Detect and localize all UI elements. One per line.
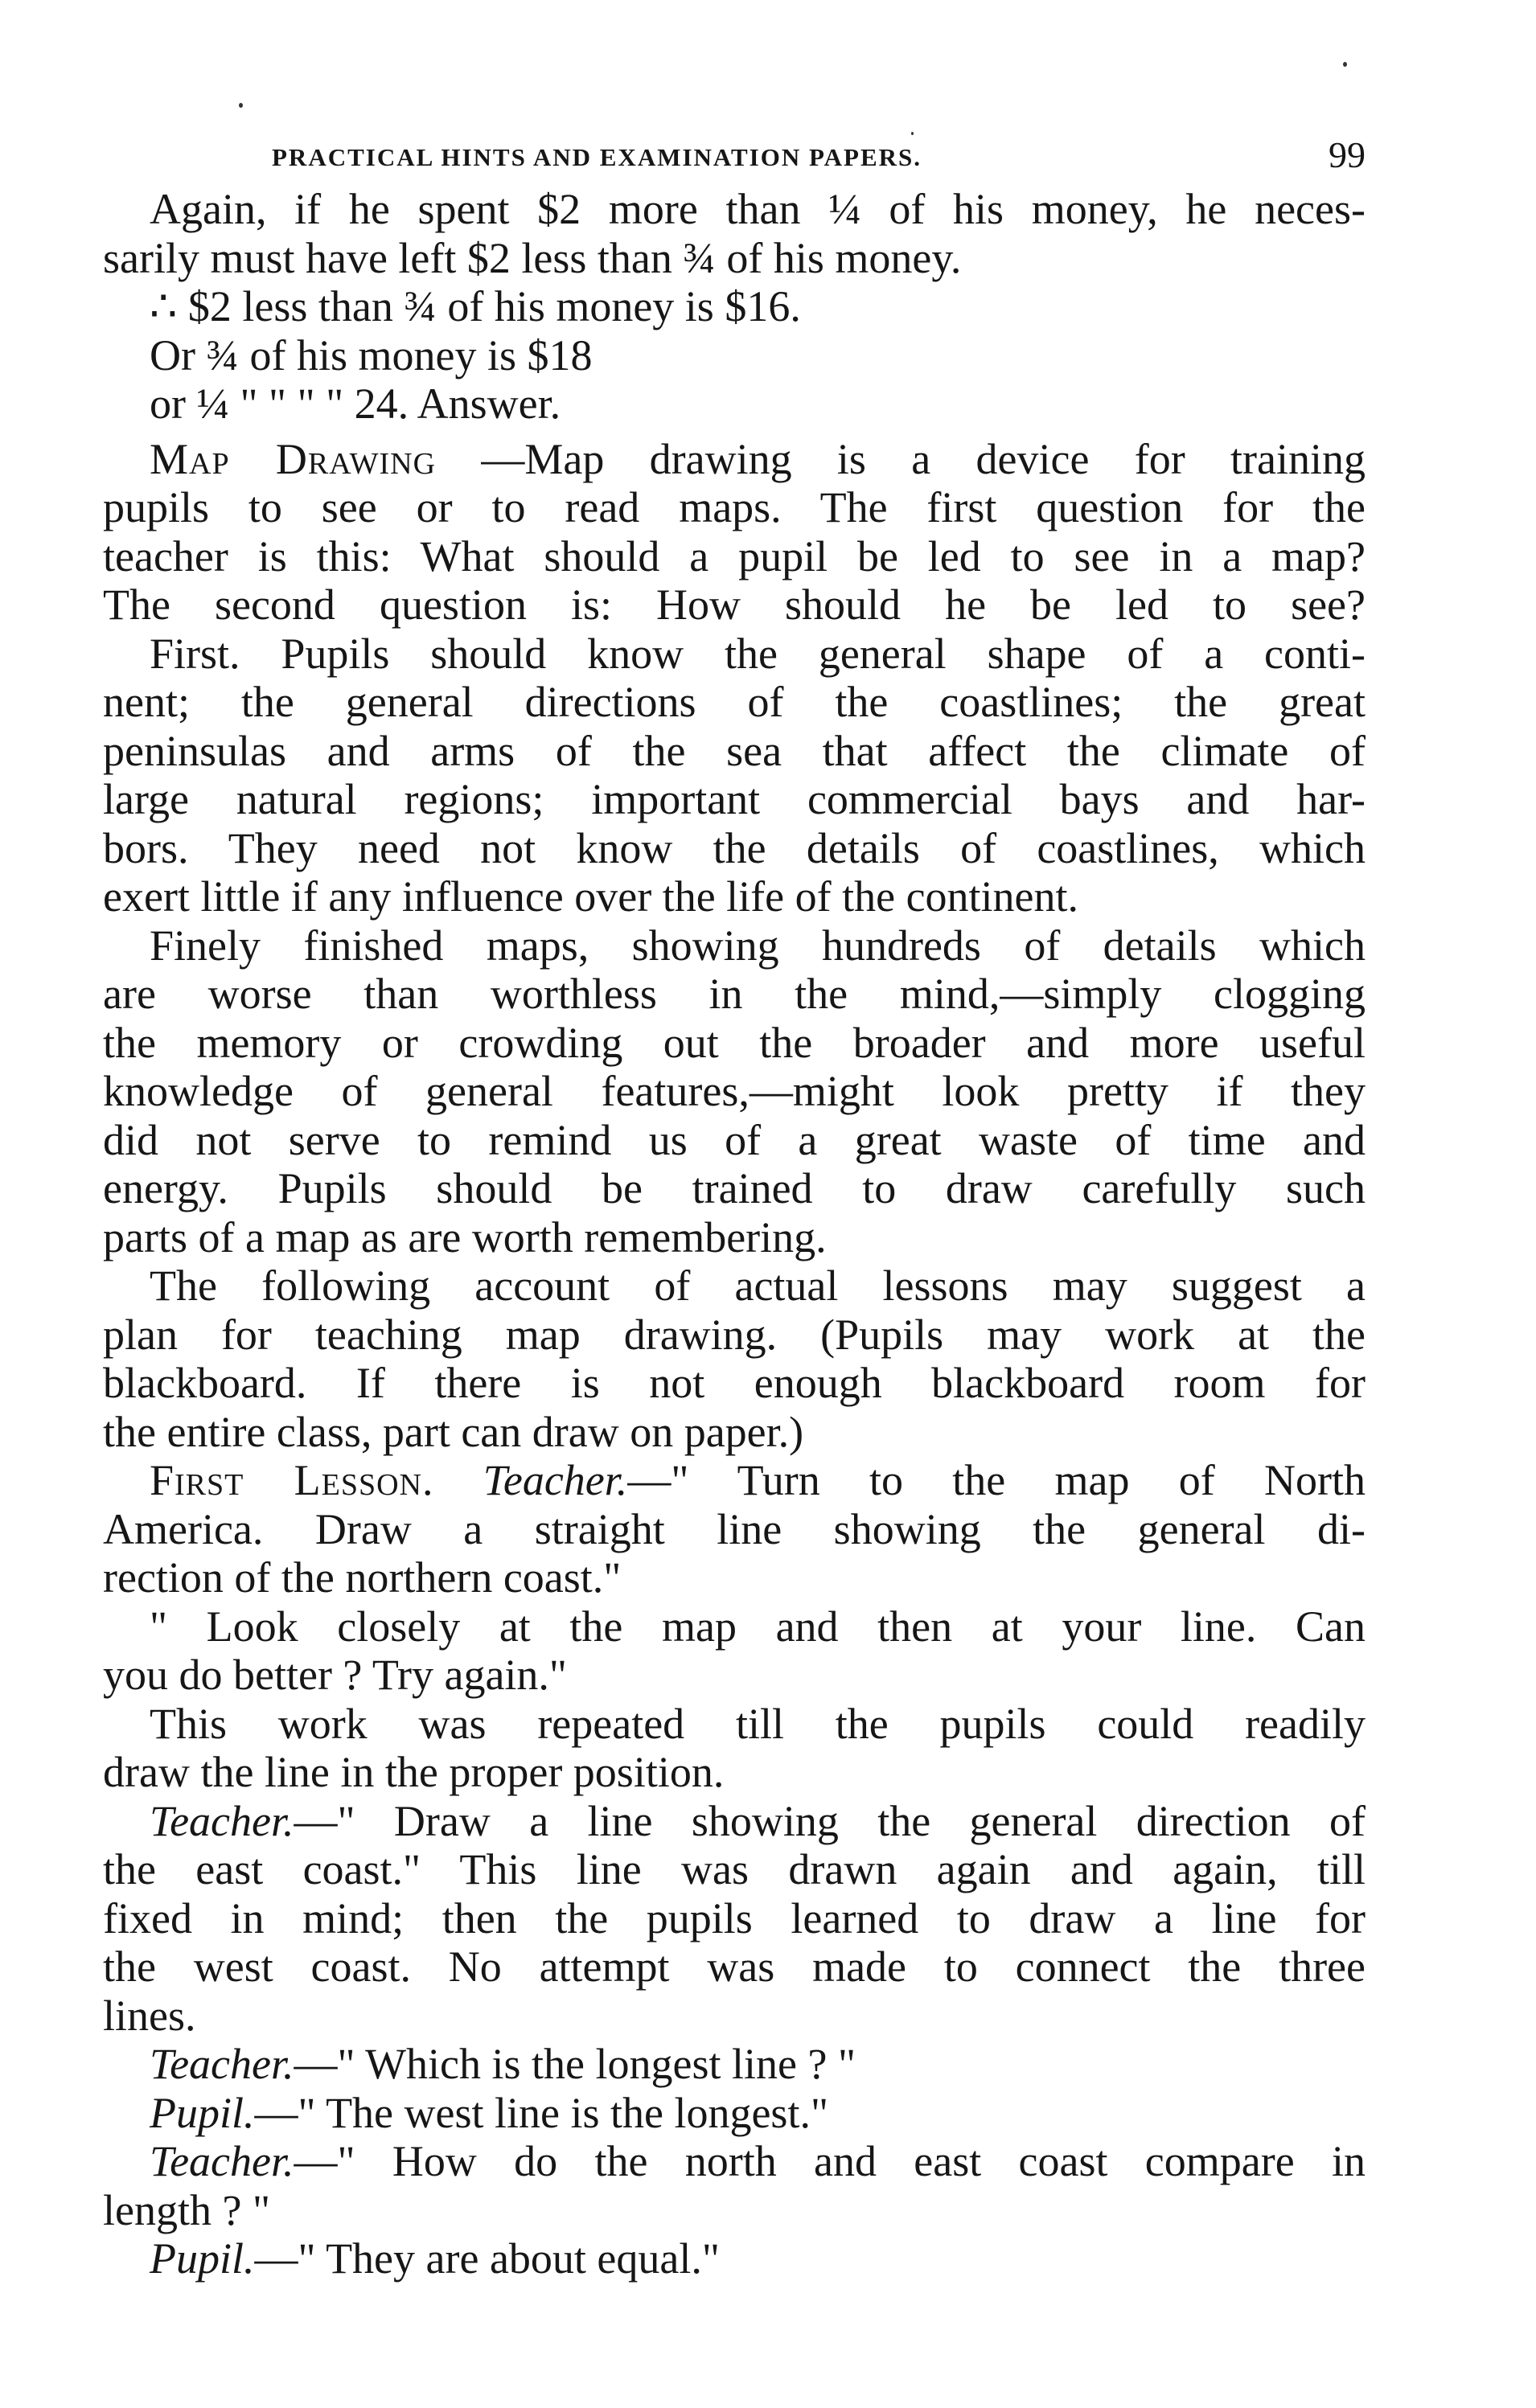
- line-text: the entire class, part can draw on paper.): [103, 1407, 804, 1456]
- text-line: [103, 775, 1366, 824]
- line-text: —" The west line is the longest.": [254, 2088, 828, 2137]
- text-line: [103, 379, 1366, 429]
- text-line: [103, 1553, 1366, 1602]
- text-line: [103, 824, 1366, 873]
- line-text: plan for teaching map drawing. (Pupils may work at the: [103, 1310, 1366, 1359]
- print-speck: [239, 103, 243, 108]
- text-line: [103, 1797, 1366, 1846]
- line-text: —" Turn to the map of North: [627, 1456, 1366, 1504]
- line-text: " Look closely at the map and then at your line. Can: [150, 1602, 1366, 1651]
- text-line: [103, 2186, 1366, 2235]
- line-text: peninsulas and arms of the sea that affect the climate of: [103, 726, 1366, 775]
- line-text: draw the line in the proper position.: [103, 1748, 725, 1796]
- text-line: [103, 921, 1366, 970]
- line-text: lines.: [103, 1991, 196, 2040]
- line-text: pupils to see or to read maps. The first question for the: [103, 483, 1366, 531]
- speaker-label: Pupil.: [150, 2088, 255, 2137]
- text-line: [103, 872, 1366, 921]
- line-text: Again, if he spent $2 more than ¼ of his money, he neces-: [150, 185, 1366, 233]
- text-line: [103, 1164, 1366, 1213]
- section-heading: First Lesson.: [150, 1456, 434, 1504]
- line-text: fixed in mind; then the pupils learned to draw a line for: [103, 1893, 1366, 1942]
- line-text: rection of the northern coast.": [103, 1553, 622, 1602]
- line-text: The following account of actual lessons may suggest a: [150, 1261, 1366, 1310]
- text-line: [103, 678, 1366, 727]
- text-line: [103, 1992, 1366, 2041]
- line-text: knowledge of general features,—might look pretty if they: [103, 1067, 1366, 1115]
- text-line: [103, 185, 1366, 234]
- page-number: 99: [1329, 134, 1366, 175]
- text-line: [103, 2089, 1366, 2138]
- text-line: [103, 1602, 1366, 1651]
- line-text: the east coast." This line was drawn again and again, till: [103, 1845, 1366, 1893]
- text-line: [103, 1651, 1366, 1700]
- line-text: or ¼ " " " " 24. Answer.: [150, 379, 561, 428]
- text-line: [103, 331, 1366, 380]
- line-text: —Map drawing is a device for training: [481, 434, 1366, 483]
- line-text: nent; the general directions of the coastlines; the great: [103, 678, 1366, 726]
- text-line: [103, 1311, 1366, 1360]
- line-text: —" They are about equal.": [254, 2234, 720, 2283]
- body-text: [103, 185, 1366, 2283]
- line-text: bors. They need not know the details of coastlines, which: [103, 823, 1366, 872]
- text-line: [103, 1067, 1366, 1116]
- running-title: PRACTICAL HINTS AND EXAMINATION PAPERS.: [272, 143, 922, 171]
- text-line: [103, 1456, 1366, 1505]
- text-line: [103, 532, 1366, 581]
- speaker-label: Teacher.: [483, 1456, 628, 1504]
- text-line: [103, 1261, 1366, 1311]
- line-text: length ? ": [103, 2185, 270, 2234]
- line-text: blackboard. If there is not enough blackboard room for: [103, 1359, 1366, 1407]
- line-text: large natural regions; important commercial bays and har-: [103, 775, 1366, 823]
- line-text: —" Which is the longest line ? ": [294, 2040, 856, 2088]
- text-line: [103, 1408, 1366, 1457]
- text-line: [103, 1700, 1366, 1749]
- line-text: you do better ? Try again.": [103, 1651, 567, 1699]
- text-line: [103, 2040, 1366, 2089]
- line-text: the west coast. No attempt was made to connect the three: [103, 1942, 1366, 1991]
- line-text: the memory or crowding out the broader and more useful: [103, 1018, 1366, 1067]
- text-line: [103, 1019, 1366, 1068]
- line-text: ∴ $2 less than ¾ of his money is $16.: [150, 282, 801, 330]
- text-line: [103, 1894, 1366, 1943]
- speaker-label: Teacher.: [150, 2040, 294, 2088]
- text-line: [103, 2137, 1366, 2186]
- line-text: —" How do the north and east coast compare in: [294, 2137, 1366, 2185]
- line-text: First. Pupils should know the general shape of a conti-: [150, 629, 1366, 678]
- section-heading: Map Drawing: [150, 434, 437, 483]
- text-line: [103, 1748, 1366, 1797]
- line-text: The second question is: How should he be led to see?: [103, 580, 1366, 629]
- print-speck: [1343, 62, 1347, 67]
- line-text: parts of a map as are worth remembering.: [103, 1212, 827, 1261]
- text-line: [103, 1213, 1366, 1262]
- text-line: [103, 1942, 1366, 1992]
- line-text: America. Draw a straight line showing the general di-: [103, 1504, 1366, 1553]
- text-line: [103, 580, 1366, 630]
- text-line: [103, 727, 1366, 776]
- text-line: [103, 1116, 1366, 1165]
- line-text: sarily must have left $2 less than ¾ of his money.: [103, 233, 962, 282]
- text-line: [103, 2234, 1366, 2283]
- line-text: teacher is this: What should a pupil be led to see in a map?: [103, 531, 1366, 580]
- book-page: [103, 129, 1366, 2283]
- text-line: [103, 970, 1366, 1019]
- text-line: [103, 435, 1366, 484]
- speaker-label: Pupil.: [150, 2234, 255, 2283]
- page-header: [103, 129, 1366, 185]
- line-text: Or ¾ of his money is $18: [150, 330, 593, 379]
- text-line: [103, 1505, 1366, 1554]
- line-text: are worse than worthless in the mind,—simply clogging: [103, 970, 1366, 1018]
- text-line: [103, 483, 1366, 532]
- text-line: [103, 1359, 1366, 1408]
- line-text: did not serve to remind us of a great waste of time and: [103, 1115, 1366, 1164]
- line-text: This work was repeated till the pupils could readily: [150, 1699, 1366, 1748]
- line-text: —" Draw a line showing the general direction of: [294, 1796, 1366, 1845]
- text-line: [103, 1845, 1366, 1894]
- speaker-label: Teacher.: [150, 2137, 294, 2185]
- speaker-label: Teacher.: [150, 1796, 294, 1845]
- line-text: Finely finished maps, showing hundreds of details which: [150, 921, 1366, 970]
- text-line: [103, 630, 1366, 679]
- text-line: [103, 234, 1366, 283]
- line-text: exert little if any influence over the life of the continent.: [103, 872, 1079, 921]
- line-text: energy. Pupils should be trained to draw carefully such: [103, 1164, 1366, 1212]
- text-line: [103, 282, 1366, 331]
